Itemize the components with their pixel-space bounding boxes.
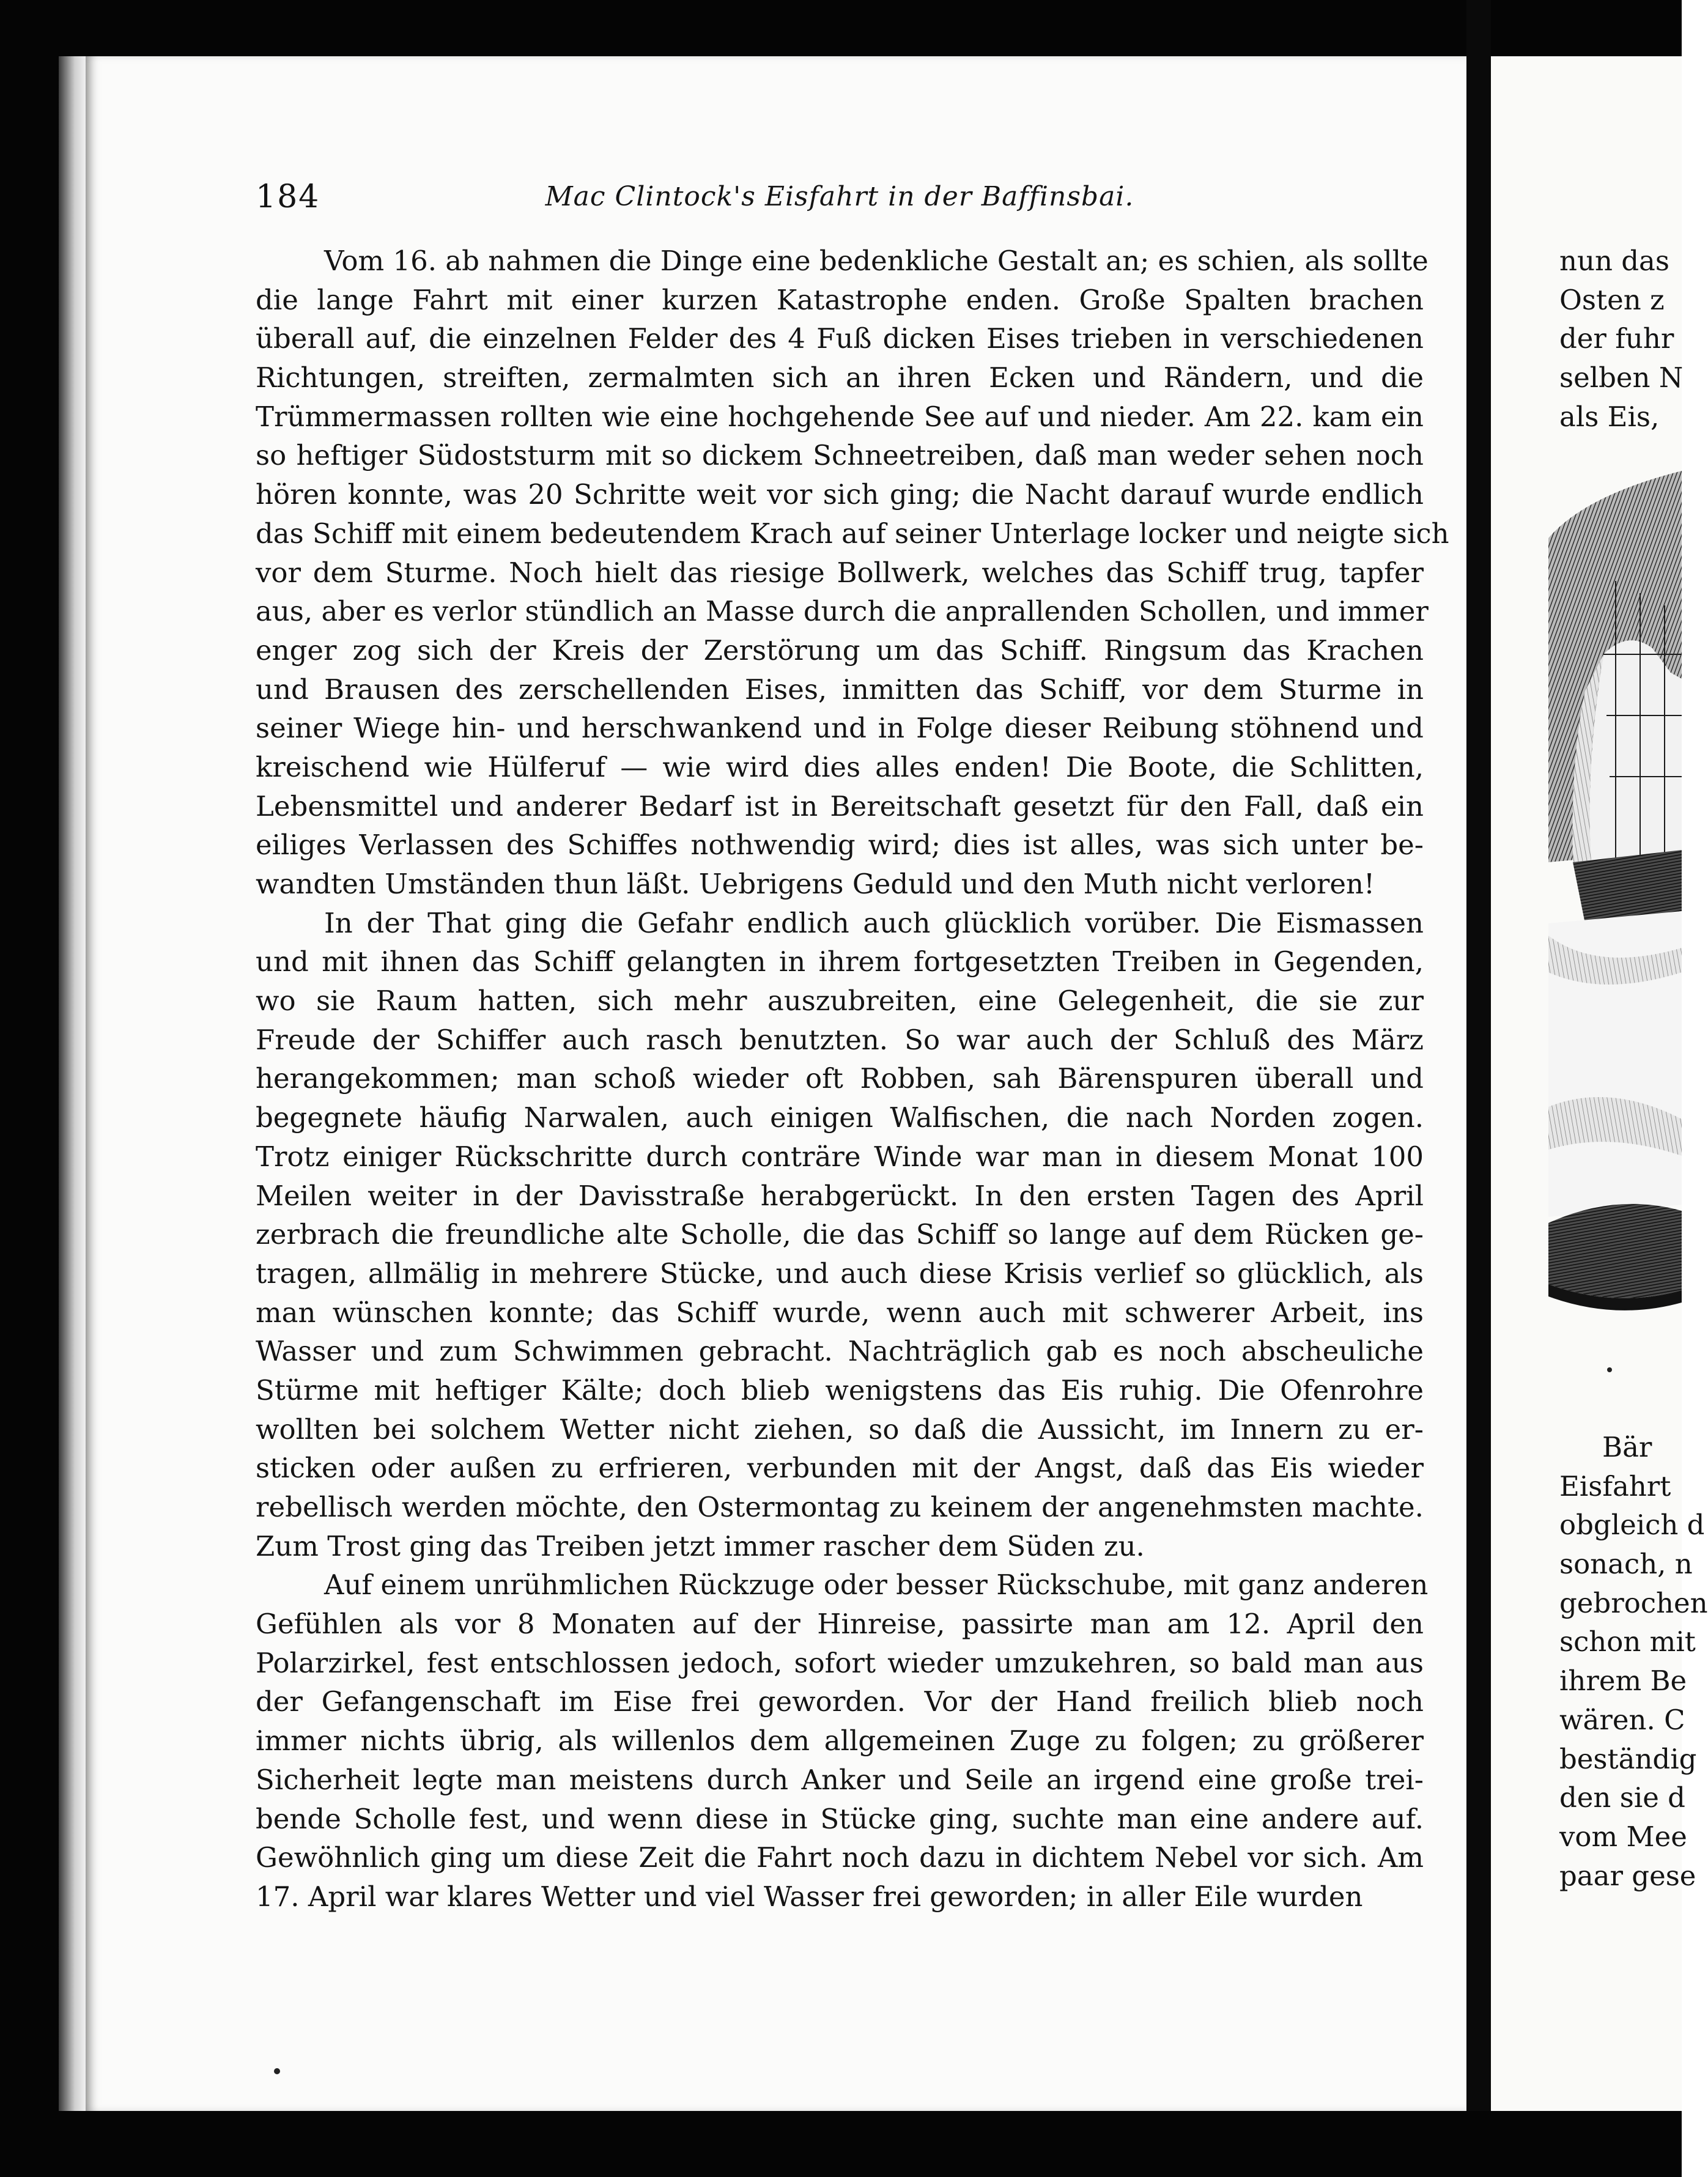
text-line: seiner Wiege hin- und herschwankend und in Folge dieser Reibung stöhnend und: [256, 712, 1424, 745]
paragraph: [256, 1565, 1429, 1916]
facing-page-text-top: [1559, 242, 1682, 436]
running-title: Mac Clintock's Eisfahrt in der Baffinsbai.: [545, 181, 1134, 212]
text-line: wo sie Raum hatten, sich mehr auszubreiten, eine Gelegenheit, die sie zur: [256, 985, 1424, 1018]
text-line: zerbrach die freundliche alte Scholle, die das Schiff so lange auf dem Rücken ge-: [256, 1218, 1424, 1251]
text-line: Gewöhnlich ging um diese Zeit die Fahrt noch dazu in dichtem Nebel vor sich. Am: [256, 1841, 1424, 1874]
text-line: rebellisch werden möchte, den Ostermontag zu keinem der angenehmsten machte.: [256, 1491, 1424, 1523]
page-number: 184: [256, 179, 320, 215]
scan-border-left: [0, 0, 59, 2177]
text-line: Sicherheit legte man meistens durch Anker und Seile an irgend eine große trei-: [256, 1763, 1424, 1796]
facing-page-line: Eisfahrt: [1559, 1469, 1671, 1502]
text-line: In der That ging die Gefahr endlich auch glücklich vorüber. Die Eismassen: [324, 906, 1424, 939]
paragraph: [256, 904, 1424, 1566]
running-head: [256, 179, 1424, 227]
text-line: Richtungen, streiften, zermalmten sich an ihren Ecken und Rändern, und die: [256, 361, 1424, 394]
text-line: aus, aber es verlor stündlich an Masse durch die anprallenden Schollen, und immer: [256, 595, 1429, 628]
text-line: Lebensmittel und anderer Bedarf ist in Bereitschaft gesetzt für den Fall, daß ein: [256, 789, 1424, 822]
text-line: Polarzirkel, fest entschlossen jedoch, sofort wieder umzukehren, so bald man aus: [256, 1646, 1424, 1679]
text-line: Vom 16. ab nahmen die Dinge eine bedenkliche Gestalt an; es schien, als sollte: [324, 245, 1429, 277]
text-line: und mit ihnen das Schiff gelangten in ihrem fortgesetzten Treiben in Gegenden,: [256, 945, 1424, 978]
text-line: immer nichts übrig, als willenlos dem allgemeinen Zuge zu folgen; zu größerer: [256, 1724, 1424, 1757]
facing-page-line: der fuhr: [1559, 322, 1674, 355]
facing-page-line: gebrochen: [1559, 1586, 1708, 1619]
text-line: hören konnte, was 20 Schritte weit vor sich ging; die Nacht darauf wurde endlich: [256, 478, 1424, 511]
text-line: und Brausen des zerschellenden Eises, inmitten das Schiff, vor dem Sturme in: [256, 673, 1424, 706]
page-edge-shadow: [59, 56, 86, 2111]
text-line: Gefühlen als vor 8 Monaten auf der Hinreise, passirte man am 12. April den: [256, 1608, 1424, 1641]
scan-border-top: [0, 0, 1682, 56]
facing-page-line: wären. C: [1559, 1703, 1685, 1736]
text-line: das Schiff mit einem bedeutendem Krach auf seiner Unterlage locker und neigte sich: [256, 517, 1449, 550]
facing-page-line: nun das: [1559, 245, 1669, 277]
facing-page-line: paar gese: [1559, 1859, 1696, 1892]
text-line: der Gefangenschaft im Eise frei geworden. Vor der Hand freilich blieb noch: [256, 1685, 1424, 1718]
facing-page-line: vom Mee: [1559, 1820, 1687, 1853]
facing-page-line: beständig: [1559, 1742, 1697, 1775]
text-line: eiliges Verlassen des Schiffes nothwendig wird; dies ist alles, was sich unter be-: [256, 829, 1424, 862]
text-line: kreischend wie Hülferuf — wie wird dies alles enden! Die Boote, die Schlitten,: [256, 750, 1424, 783]
facing-page-line: sonach, n: [1559, 1548, 1693, 1581]
facing-page-line: den sie d: [1559, 1781, 1685, 1814]
facing-page-line: schon mit: [1559, 1625, 1696, 1658]
text-line: begegnete häufig Narwalen, auch einigen Walfischen, die nach Norden zogen.: [256, 1101, 1424, 1134]
text-line: wollten bei solchem Wetter nicht ziehen, so daß die Aussicht, im Innern zu er-: [256, 1413, 1424, 1446]
text-line: Wasser und zum Schwimmen gebracht. Nachträglich gab es noch abscheuliche: [256, 1335, 1424, 1368]
facing-page-line: selben N: [1559, 361, 1684, 394]
text-line: Auf einem unrühmlichen Rückzuge oder besser Rückschube, mit ganz anderen: [324, 1569, 1429, 1602]
text-line: enger zog sich der Kreis der Zerstörung um das Schiff. Ringsum das Krachen: [256, 634, 1424, 667]
text-line: Zum Trost ging das Treiben jetzt immer rascher dem Süden zu.: [256, 1529, 1145, 1562]
text-line: wandten Umständen thun läßt. Uebrigens Geduld und den Muth nicht verloren!: [256, 868, 1375, 900]
facing-page-line: ihrem Be: [1559, 1665, 1687, 1698]
text-line: Stürme mit heftiger Kälte; doch blieb wenigstens das Eis ruhig. Die Ofenrohre: [256, 1373, 1424, 1406]
scan-border-bottom: [0, 2111, 1682, 2177]
facing-page-line: als Eis,: [1559, 400, 1660, 433]
body-text: [256, 242, 1449, 1916]
facing-page-line: Bär: [1602, 1431, 1652, 1463]
text-line: bende Scholle fest, und wenn diese in Stücke ging, suchte man eine andere auf.: [256, 1802, 1424, 1835]
text-line: die lange Fahrt mit einer kurzen Katastrophe enden. Große Spalten brachen: [256, 283, 1424, 316]
text-line: tragen, allmälig in mehrere Stücke, und auch diese Krisis verlief so glücklich, als: [256, 1257, 1424, 1290]
text-line: überall auf, die einzelnen Felder des 4 Fuß dicken Eises trieben in verschiedenen: [256, 322, 1424, 355]
facing-page-line: obgleich d: [1559, 1509, 1705, 1542]
text-line: vor dem Sturme. Noch hielt das riesige Bollwerk, welches das Schiff trug, tapfer: [256, 556, 1424, 589]
engraving-illustration: [1548, 471, 1682, 1382]
text-line: man wünschen konnte; das Schiff wurde, wenn auch mit schwerer Arbeit, ins: [256, 1296, 1424, 1329]
text-line: Trümmermassen rollten wie eine hochgehende See auf und nieder. Am 22. kam ein: [256, 400, 1424, 433]
text-line: Freude der Schiffer auch rasch benutzten. So war auch der Schluß des März: [256, 1023, 1424, 1056]
text-line: 17. April war klares Wetter und viel Wasser frei geworden; in aller Eile wurden: [256, 1880, 1363, 1913]
facing-page-line: Osten z: [1559, 283, 1665, 316]
book-gutter: [1466, 0, 1491, 2177]
text-line: Trotz einiger Rückschritte durch conträre Winde war man in diesem Monat 100: [256, 1140, 1424, 1173]
text-line: sticken oder außen zu erfrieren, verbunden mit der Angst, daß das Eis wieder: [256, 1452, 1424, 1485]
facing-page-text-bottom: [1559, 1428, 1708, 1895]
paragraph: [256, 242, 1449, 904]
text-line: Meilen weiter in der Davisstraße herabgerückt. In den ersten Tagen des April: [256, 1179, 1424, 1212]
text-line: so heftiger Südoststurm mit so dickem Schneetreiben, daß man weder sehen noch: [256, 439, 1424, 472]
scan-speck: [274, 2068, 280, 2074]
text-line: herangekommen; man schoß wieder oft Robben, sah Bärenspuren überall und: [256, 1062, 1424, 1095]
